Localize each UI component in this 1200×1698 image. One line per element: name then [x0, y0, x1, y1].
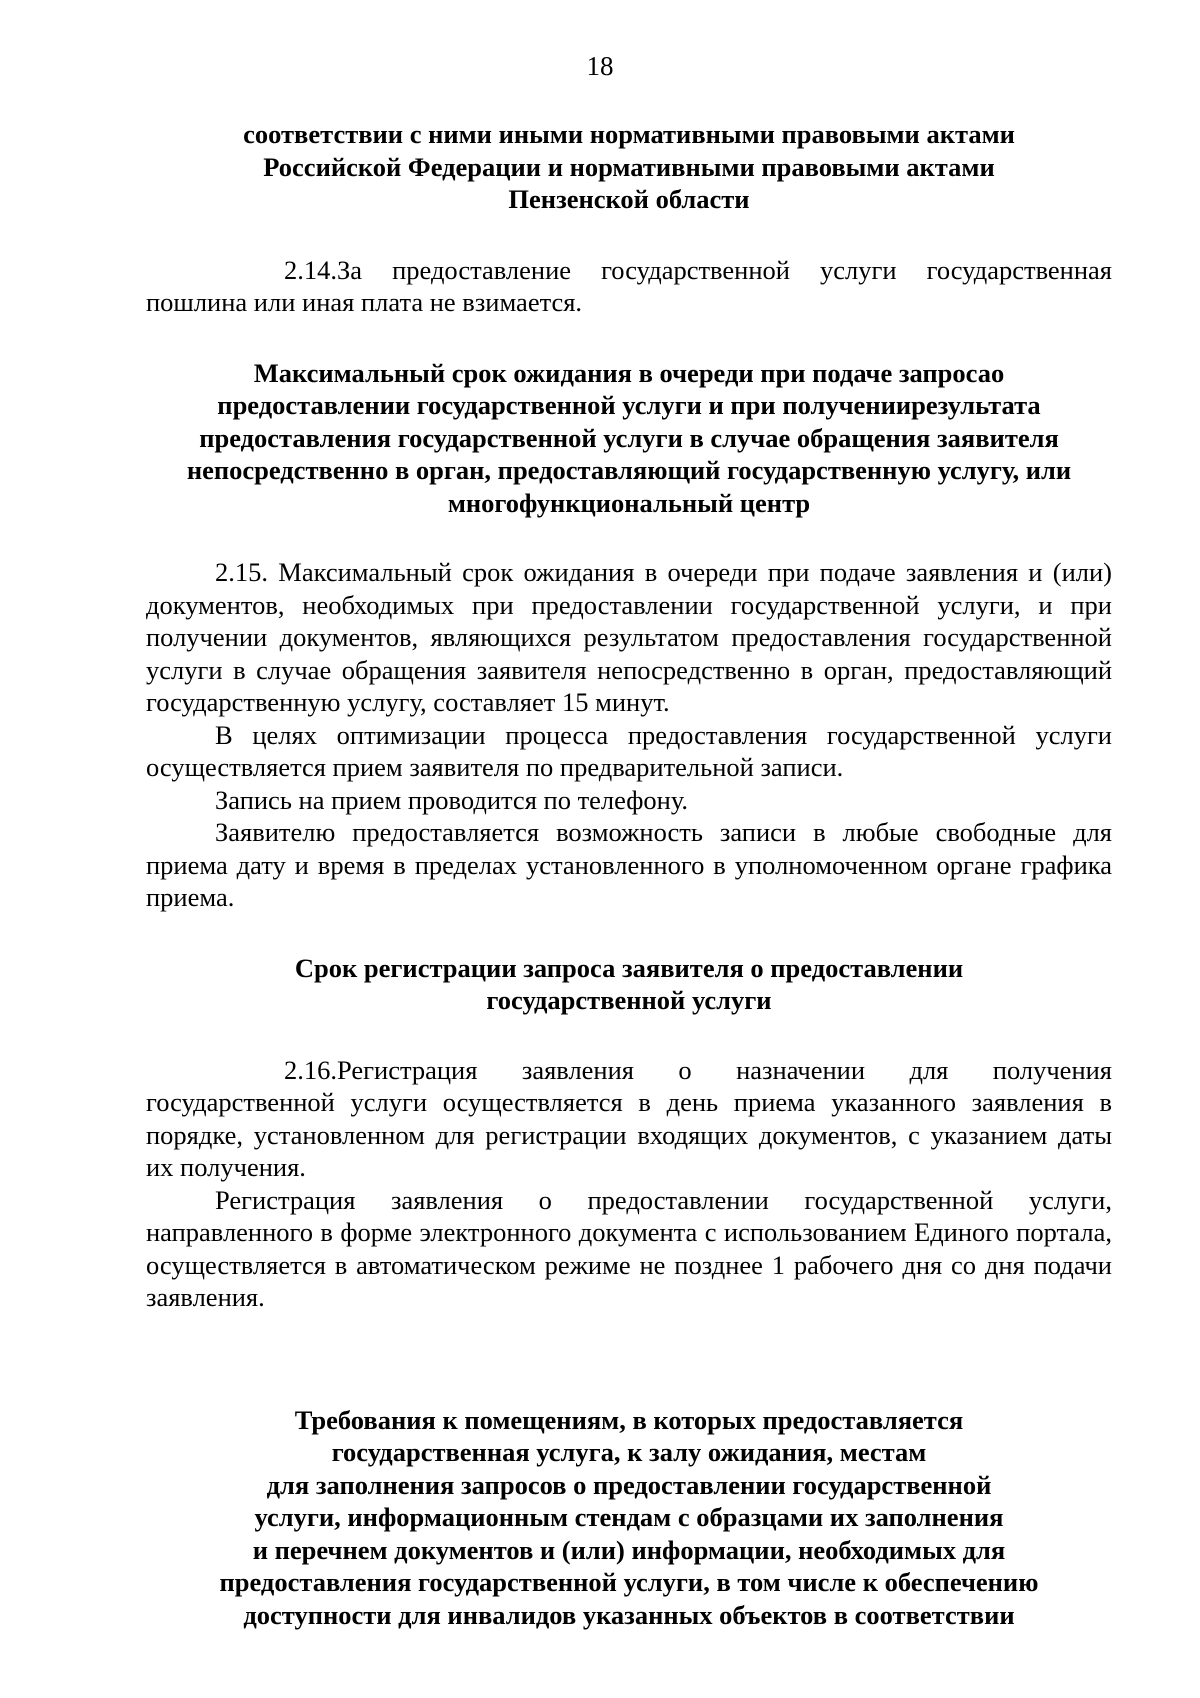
heading-line: Требования к помещениям, в которых предоставляется [294, 1404, 964, 1435]
paragraph-2-16 [146, 1054, 1112, 1184]
paragraph-2-15-optimization: В целях оптимизации процесса предоставления государственной услуги осуществляется прием заявителя по предварительной записи. [146, 719, 1112, 782]
paragraph-2-15 [146, 556, 1112, 719]
section-heading-premises [146, 1404, 1112, 1632]
paragraph-2-15-phone: Запись на прием проводится по телефону. [215, 784, 689, 815]
paragraph-2-16-electronic: Регистрация заявления о предоставлении государственной услуги, направленного в форме электронного документа с использованием Единого портала, осуществляется в автоматическом режиме не позднее 1 рабочего дня со дня подачи заявления. [146, 1184, 1112, 1312]
heading-line: услуги, информационным стендам с образцами их заполнения [254, 1502, 1004, 1532]
paragraph-number: 2.16. [284, 1054, 337, 1085]
paragraph-text: Максимальный срок ожидания в очереди при подаче заявления и (или) документов, необходимых при предоставлении государственной услуги, и при получении документов, являющихся результатом предоставления государственной услуги в случае обращения заявителя непосредственно в орган, предоставляющий государственную услугу, составляет 15 минут. [146, 557, 1113, 717]
heading-line: непосредственно в орган, предоставляющий государственную услугу, или [186, 455, 1072, 485]
heading-line: предоставлении государственной услуги и при получениирезультата [217, 390, 1041, 420]
heading-line: Российской Федерации и нормативными правовыми актами [263, 151, 995, 182]
paragraph-text: За предоставление государственной услуги государственная пошлина или иная плата не взимается. [146, 254, 1112, 317]
document-body [146, 118, 1112, 1631]
heading-line: Срок регистрации запроса заявителя о предоставлении [294, 952, 964, 983]
heading-line: и перечнем документов и (или) информации, необходимых для [252, 1534, 1006, 1565]
section-heading-registration [146, 952, 1112, 1017]
heading-line: государственной услуги [486, 985, 772, 1015]
heading-line: предоставления государственной услуги в случае обращения заявителя [199, 422, 1059, 453]
heading-line: Пензенской области [508, 184, 750, 214]
heading-line: Максимальный срок ожидания в очереди при подаче запросао [253, 357, 1005, 388]
heading-line: доступности для инвалидов указанных объектов в соответствии [243, 1599, 1015, 1630]
heading-line: предоставления государственной услуги, в том числе к обеспечению [219, 1567, 1039, 1597]
paragraph-2-15-schedule: Заявителю предоставляется возможность записи в любые свободные для приема дату и время в пределах установленного в уполномоченном органе графика приема. [146, 817, 1112, 912]
paragraph-2-14 [146, 254, 1112, 319]
page-number: 18 [586, 51, 614, 81]
paragraph-text: Регистрация заявления о назначении для получения государственной услуги осуществляется в день приема указанного заявления в порядке, установленном для регистрации входящих документов, с указанием даты их получения. [146, 1054, 1112, 1182]
paragraph-number: 2.14. [284, 254, 337, 285]
heading-line: соответствии с ними иными нормативными правовыми актами [243, 119, 1015, 149]
paragraph-number: 2.15. [215, 557, 268, 587]
section-heading-waiting-time [146, 357, 1112, 520]
heading-line: многофункциональный центр [447, 487, 811, 518]
heading-line: государственная услуга, к залу ожидания, местам [331, 1437, 927, 1467]
heading-line: для заполнения запросов о предоставлении государственной [266, 1469, 992, 1500]
section-heading-continuation [146, 118, 1112, 216]
